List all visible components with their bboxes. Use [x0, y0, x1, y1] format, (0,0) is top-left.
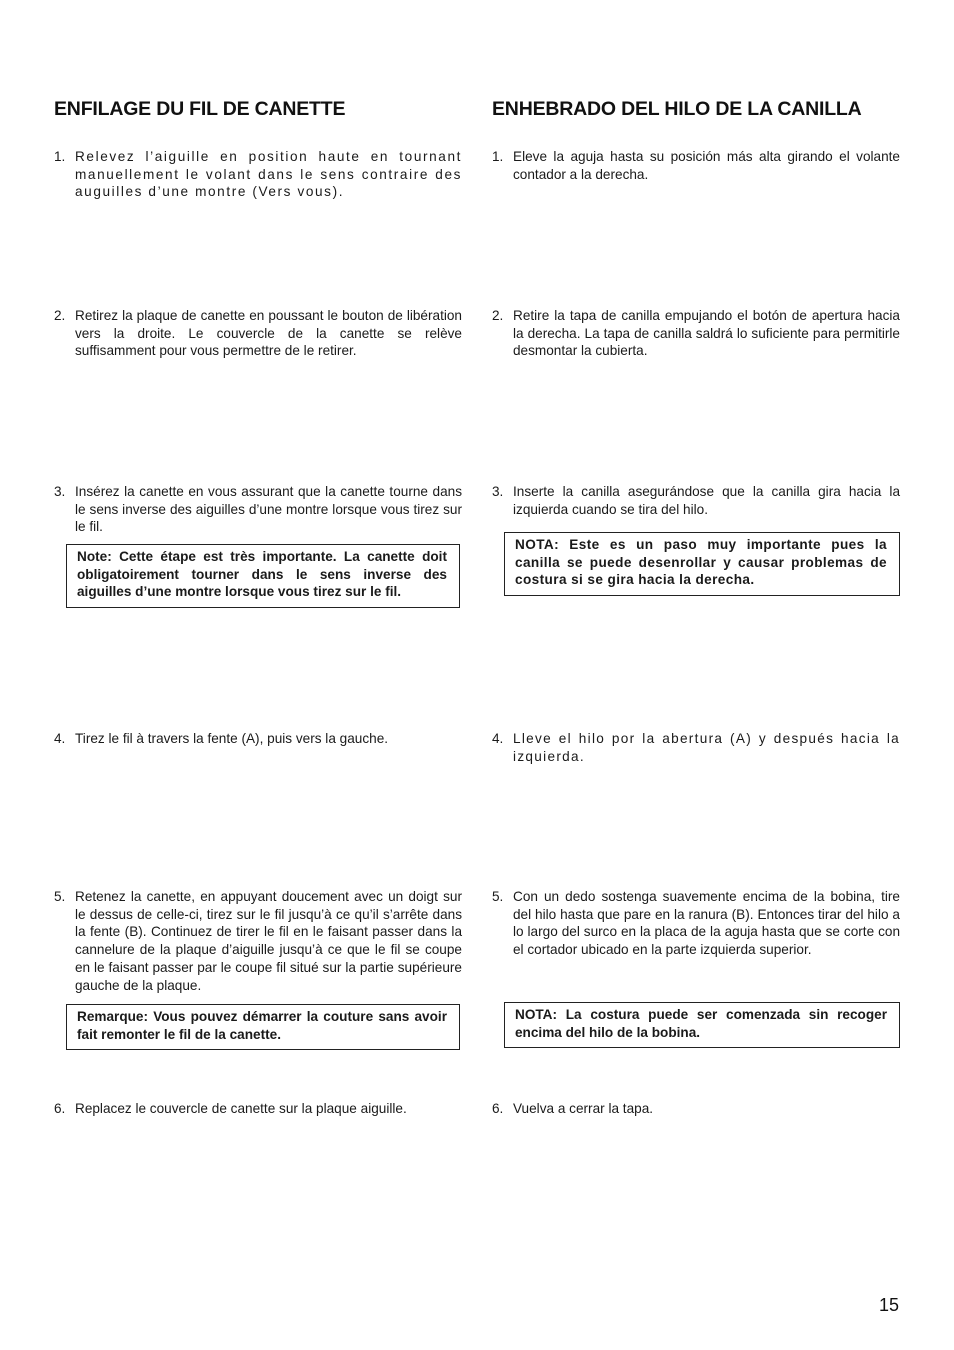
- step-text: Retirez la plaque de canette en poussant le bouton de libération vers la droite. Le couvercle de la canette se relève suffisamment pour vous permettre de le retirer.: [75, 308, 462, 359]
- step-text: Replacez le couvercle de canette sur la plaque aiguille.: [75, 1101, 407, 1116]
- step-text: Inserte la canilla asegurándose que la canilla gira hacia la izquierda cuando se tira del hilo.: [513, 484, 900, 517]
- step-text: Con un dedo sostenga suavemente encima de la bobina, tire del hilo hasta que pare en la ranura (B). Entonces tirar del hilo a lo largo del surco en la placa de la aguja hasta que se corte con el cortador ubicado en la parte izquierda superior.: [513, 889, 900, 958]
- step-number: 5.: [54, 889, 66, 904]
- step-text: Retenez la canette, en appuyant doucement avec un doigt sur le dessus de celle-ci, tirez sur le fil jusqu’à ce qu’il s’arrête dans la fente (B). Continuez de tirer le fil en le faisant passer dans la cannelure de la plaque d’aiguille jusqu’à ce que le fil se coupe en le faisant passer par le coupe fil situé sur la partie supérieure gauche de la plaque.: [75, 889, 462, 993]
- step-number: 6.: [492, 1101, 504, 1116]
- french-step-6: [54, 1100, 462, 1118]
- french-heading: ENFILAGE DU FIL DE CANETTE: [54, 98, 346, 120]
- step-number: 4.: [492, 731, 504, 746]
- french-step-2: [54, 307, 462, 360]
- spanish-step-1: [492, 148, 900, 183]
- spanish-step-3: [492, 483, 900, 518]
- spanish-step-4: [492, 730, 900, 765]
- step-text: Lleve el hilo por la abertura (A) y después hacia la izquierda.: [513, 731, 900, 764]
- french-note-step-3: Note: Cette étape est très importante. La canette doit obligatoirement tourner dans le sens inverse des aiguilles d’une montre lorsque vous tirez sur le fil.: [66, 544, 460, 608]
- step-number: 2.: [492, 308, 504, 323]
- spanish-step-5: [492, 888, 900, 959]
- spanish-note-step-5: NOTA: La costura puede ser comenzada sin recoger encima del hilo de la bobina.: [504, 1002, 900, 1048]
- step-number: 1.: [54, 149, 66, 164]
- french-step-4: [54, 730, 462, 748]
- spanish-note-step-3: NOTA: Este es un paso muy importante pues la canilla se puede desenrollar y causar problemas de costura si se gira hacia la derecha.: [504, 532, 900, 596]
- french-step-1: [54, 148, 462, 201]
- step-number: 4.: [54, 731, 66, 746]
- french-step-3: [54, 483, 462, 536]
- step-text: Tirez le fil à travers la fente (A), puis vers la gauche.: [75, 731, 389, 746]
- step-number: 3.: [492, 484, 504, 499]
- step-text: Insérez la canette en vous assurant que la canette tourne dans le sens inverse des aiguilles d’une montre lorsque vous tirez sur le fil.: [75, 484, 462, 535]
- spanish-heading: ENHEBRADO DEL HILO DE LA CANILLA: [492, 98, 862, 120]
- step-number: 3.: [54, 484, 66, 499]
- french-note-step-5: Remarque: Vous pouvez démarrer la couture sans avoir fait remonter le fil de la canette.: [66, 1004, 460, 1050]
- step-text: Retire la tapa de canilla empujando el botón de apertura hacia la derecha. La tapa de canilla saldrá lo suficiente para permitirle desmontar la cubierta.: [513, 308, 900, 359]
- step-number: 6.: [54, 1101, 66, 1116]
- spanish-step-6: [492, 1100, 900, 1118]
- french-step-5: [54, 888, 462, 994]
- french-column: [54, 0, 462, 1350]
- step-text: Vuelva a cerrar la tapa.: [513, 1101, 654, 1116]
- step-text: Eleve la aguja hasta su posición más alta girando el volante contador a la derecha.: [513, 149, 900, 182]
- step-text: Relevez l’aiguille en position haute en tournant manuellement le volant dans le sens contraire des auguilles d’une montre (Vers vous).: [75, 149, 462, 200]
- step-number: 5.: [492, 889, 504, 904]
- spanish-step-2: [492, 307, 900, 360]
- step-number: 2.: [54, 308, 66, 323]
- step-number: 1.: [492, 149, 504, 164]
- spanish-column: [492, 0, 900, 1350]
- page-number: 15: [878, 1295, 899, 1315]
